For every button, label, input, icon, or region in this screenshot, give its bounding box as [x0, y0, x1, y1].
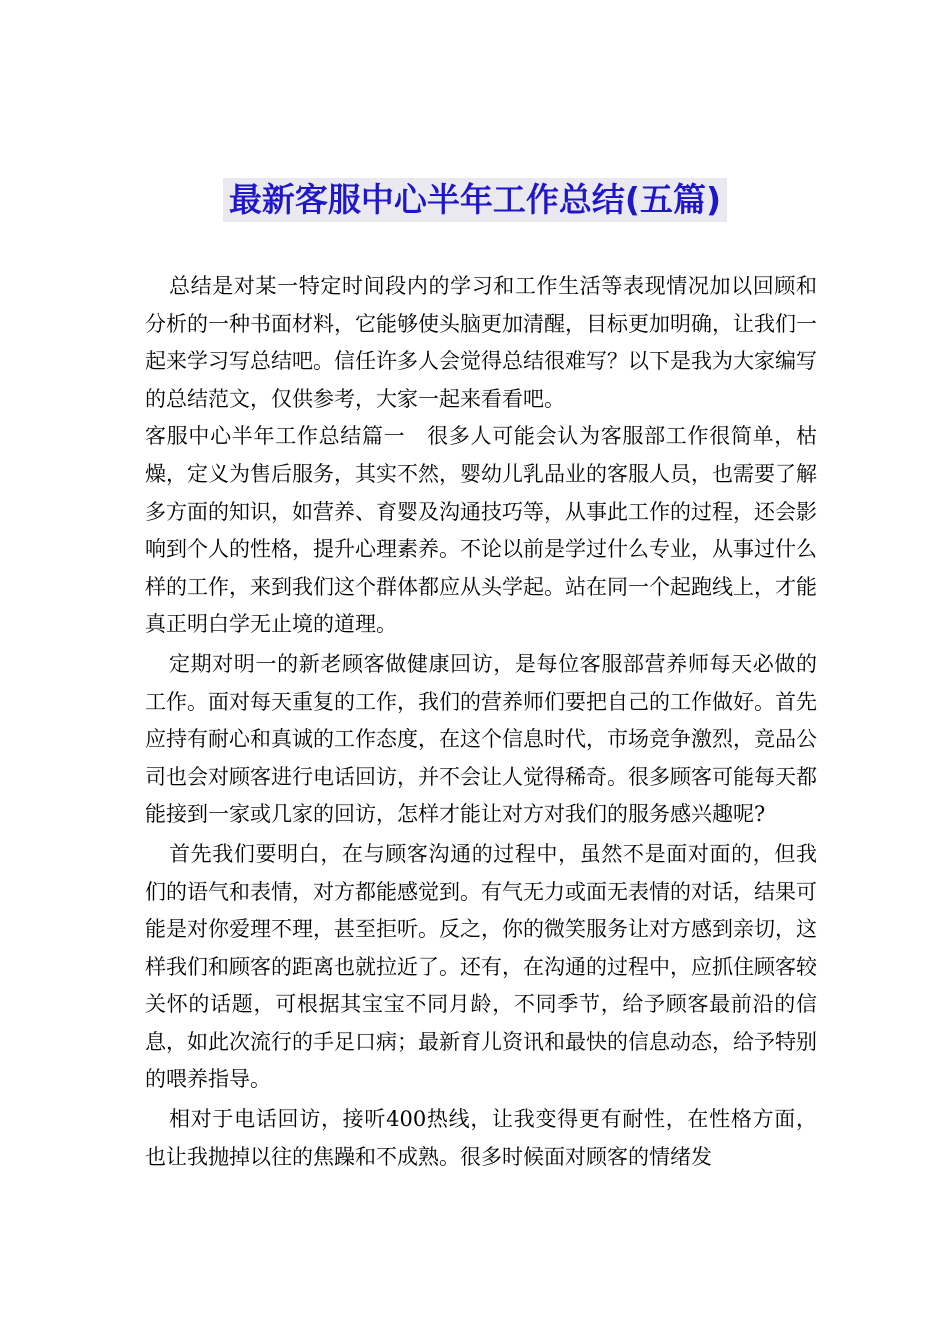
title-container	[0, 178, 950, 222]
paragraph-hotline: 相对于电话回访，接听400热线，让我变得更有耐性，在性格方面，也让我抛掉以往的焦躁和不成熟。很多时候面对顾客的情绪发	[145, 1107, 817, 1169]
document-title: 最新客服中心半年工作总结(五篇)	[223, 178, 727, 222]
paragraph-communication: 首先我们要明白，在与顾客沟通的过程中，虽然不是面对面的，但我们的语气和表情，对方都能感觉到。有气无力或面无表情的对话，结果可能是对你爱理不理，甚至拒听。反之，你的微笑服务让对方感到亲切，这样我们和顾客的距离也就拉近了。还有，在沟通的过程中，应抓住顾客较关怀的话题，可根据其宝宝不同月龄，不同季节，给予顾客最前沿的信息，如此次流行的手足口病；最新育儿资讯和最快的信息动态，给予特别的喂养指导。	[145, 841, 817, 1092]
paragraph-follow-up: 定期对明一的新老顾客做健康回访，是每位客服部营养师每天必做的工作。面对每天重复的工作，我们的营养师们要把自己的工作做好。首先应持有耐心和真诚的工作态度，在这个信息时代，市场竞争激烈，竞品公司也会对顾客进行电话回访，并不会让人觉得稀奇。很多顾客可能每天都能接到一家或几家的回访，怎样才能让对方对我们的服务感兴趣呢?	[145, 651, 817, 827]
paragraph-intro: 总结是对某一特定时间段内的学习和工作生活等表现情况加以回顾和分析的一种书面材料，它能够使头脑更加清醒，目标更加明确，让我们一起来学习写总结吧。信任许多人会觉得总结很难写？以下是我为大家编写的总结范文，仅供参考，大家一起来看看吧。	[145, 274, 817, 411]
paragraph-section-one: 客服中心半年工作总结篇一 很多人可能会认为客服部工作很简单，枯燥，定义为售后服务，其实不然，婴幼儿乳品业的客服人员，也需要了解多方面的知识，如营养、育婴及沟通技巧等，从事此工作的过程，还会影响到个人的性格，提升心理素养。不论以前是学过什么专业，从事过什么样的工作，来到我们这个群体都应从头学起。站在同一个起跑线上，才能真正明白学无止境的道理。	[145, 424, 817, 637]
document-body	[145, 268, 817, 1176]
